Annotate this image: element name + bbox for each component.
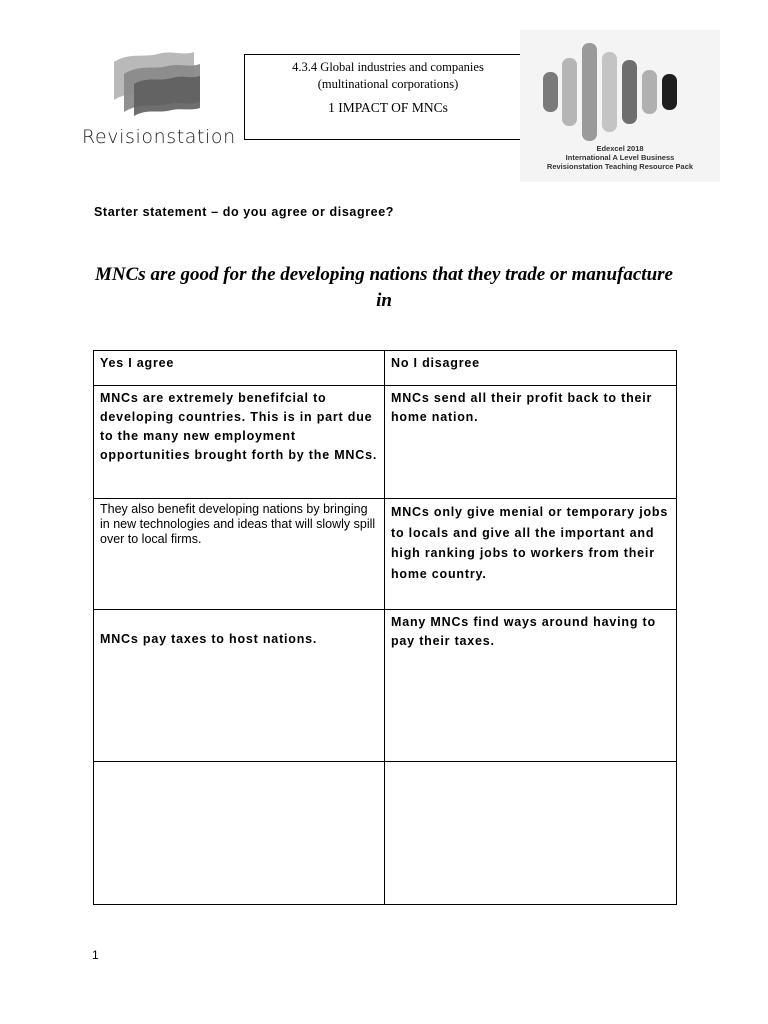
column-header-agree: Yes I agree xyxy=(94,351,385,386)
column-header-disagree: No I disagree xyxy=(385,351,677,386)
page-number: 1 xyxy=(92,948,99,962)
table-row xyxy=(94,386,677,499)
bars-logo-icon xyxy=(540,42,700,142)
starter-prompt: Starter statement – do you agree or disagree? xyxy=(94,205,395,219)
table-row xyxy=(94,610,677,762)
disagree-cell[interactable]: Many MNCs find ways around having to pay their taxes. xyxy=(385,610,677,762)
pack-line-3: Revisionstation Teaching Resource Pack xyxy=(546,162,694,171)
agree-disagree-table xyxy=(93,350,677,905)
disagree-cell[interactable]: MNCs send all their profit back to their home nation. xyxy=(385,386,677,499)
table-header-row xyxy=(94,351,677,386)
disagree-cell[interactable] xyxy=(385,762,677,905)
title-line-3: 1 IMPACT OF MNCs xyxy=(328,100,448,115)
statement-heading: MNCs are good for the developing nations that they trade or manufacture in xyxy=(95,264,673,311)
title-line-2: (multinational corporations) xyxy=(317,77,459,91)
agree-cell[interactable]: MNCs pay taxes to host nations. xyxy=(94,610,385,762)
document-title-box xyxy=(244,54,532,140)
disagree-cell[interactable]: MNCs only give menial or temporary jobs to locals and give all the important and high ranking jobs to workers from their home country. xyxy=(385,499,677,610)
agree-cell[interactable] xyxy=(94,762,385,905)
agree-cell[interactable]: MNCs are extremely benefifcial to developing countries. This is in part due to the many new employment opportunities brought forth by the MNCs. xyxy=(94,386,385,499)
brand-name: Revisionstation xyxy=(82,126,236,148)
agree-cell[interactable]: They also benefit developing nations by bringing in new technologies and ideas that will slowly spill over to local firms. xyxy=(94,499,385,610)
title-line-1: 4.3.4 Global industries and companies xyxy=(292,60,484,74)
flag-logo-icon xyxy=(112,48,202,118)
pack-line-2: International A Level Business xyxy=(565,153,675,162)
edexcel-pack-logo xyxy=(520,30,720,182)
table-row xyxy=(94,499,677,610)
revisionstation-logo xyxy=(82,48,242,158)
pack-line-1: Edexcel 2018 xyxy=(596,144,644,153)
table-row xyxy=(94,762,677,905)
